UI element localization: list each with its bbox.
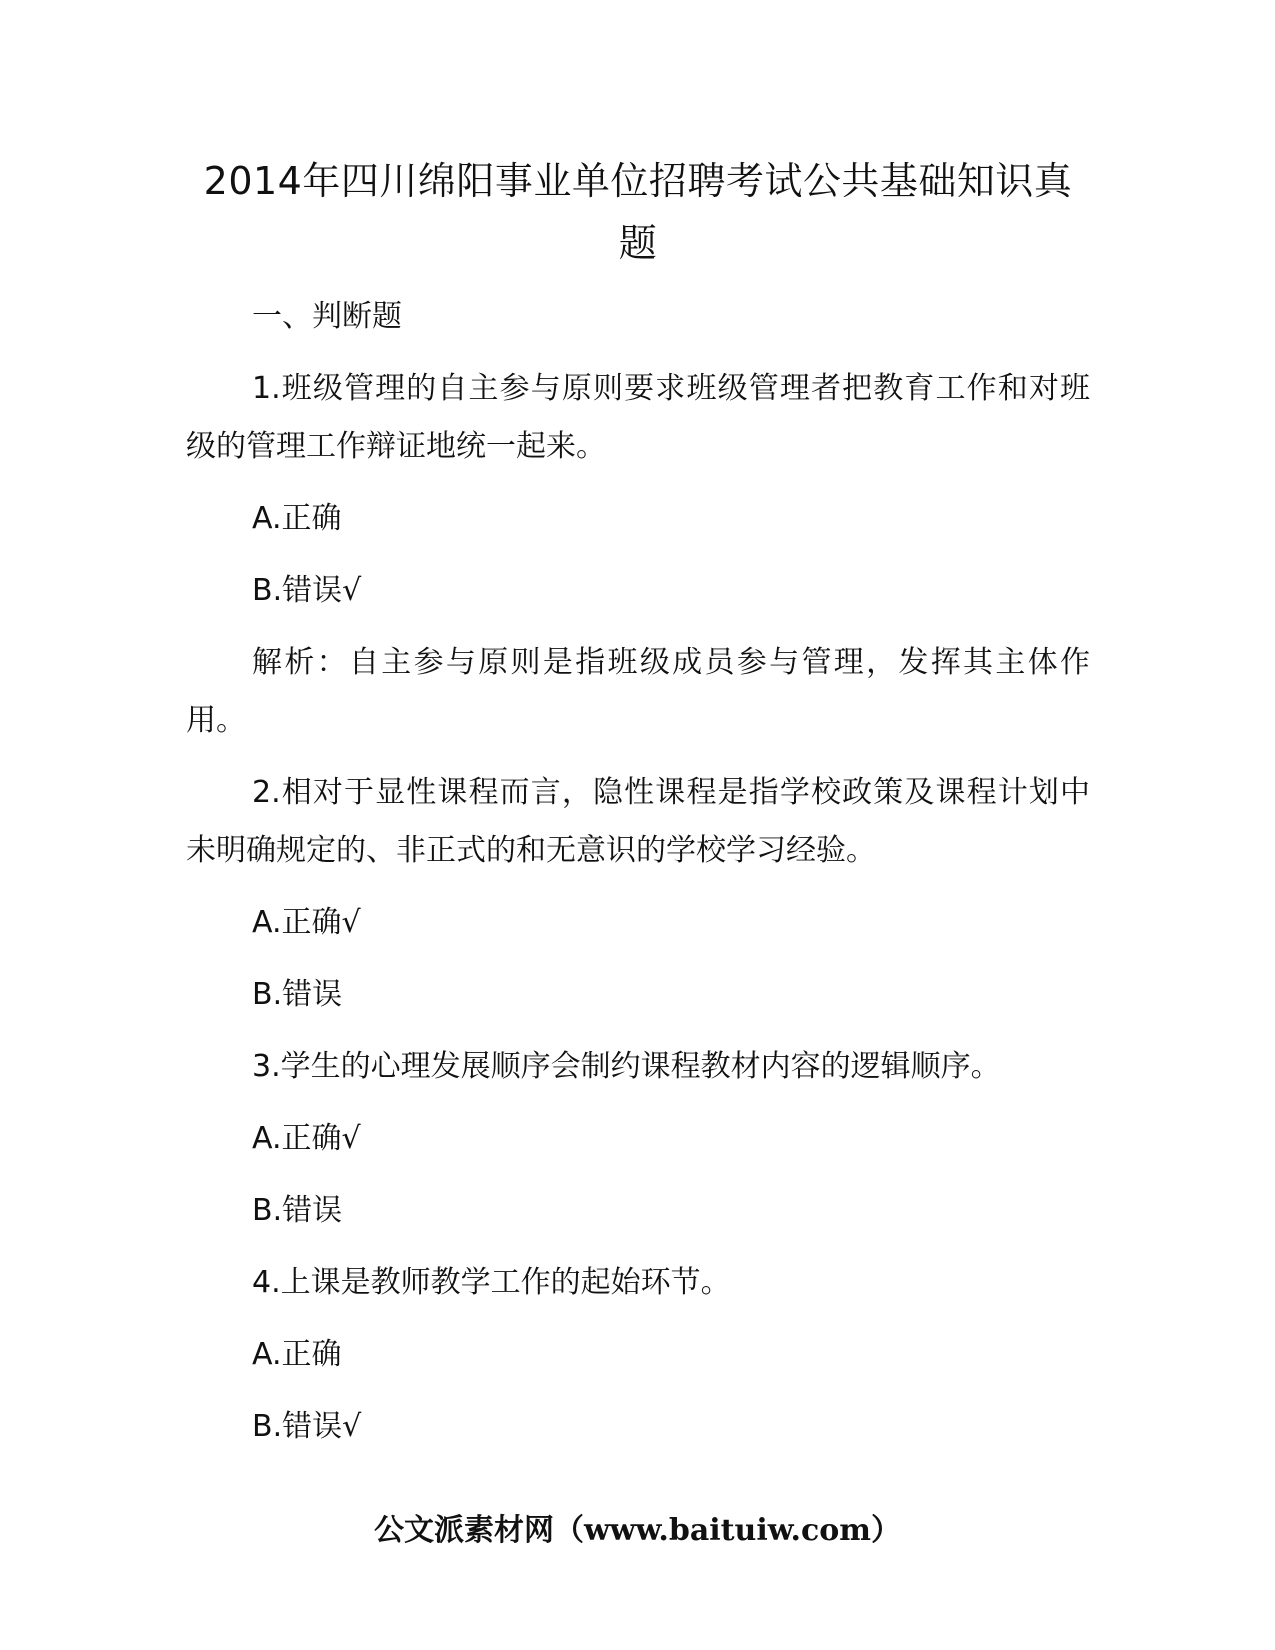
document-title: 2014年四川绵阳事业单位招聘考试公共基础知识真题 xyxy=(203,159,1073,265)
question-2: 2.相对于显性课程而言，隐性课程是指学校政策及课程计划中未明确规定的、非正式的和无意识的学校学习经验。 xyxy=(186,775,1090,868)
question-2-option-a: A.正确√ xyxy=(252,905,361,940)
question-4-option-a: A.正确 xyxy=(252,1337,342,1372)
document-page xyxy=(186,150,1090,1470)
page-footer: 公文派素材网（www.baituiw.com） xyxy=(373,1513,902,1548)
question-3-option-a: A.正确√ xyxy=(252,1121,361,1156)
question-3: 3.学生的心理发展顺序会制约课程教材内容的逻辑顺序。 xyxy=(252,1049,1001,1084)
question-4-option-b: B.错误√ xyxy=(252,1409,362,1444)
question-1-option-a: A.正确 xyxy=(252,501,342,536)
question-4: 4.上课是教师教学工作的起始环节。 xyxy=(252,1265,731,1300)
question-1-analysis: 解析：自主参与原则是指班级成员参与管理，发挥其主体作用。 xyxy=(186,645,1090,738)
section-heading: 一、判断题 xyxy=(252,299,402,334)
question-2-option-b: B.错误 xyxy=(252,977,343,1012)
question-1-option-b: B.错误√ xyxy=(252,573,362,608)
question-3-option-b: B.错误 xyxy=(252,1193,343,1228)
question-1: 1.班级管理的自主参与原则要求班级管理者把教育工作和对班级的管理工作辩证地统一起来。 xyxy=(186,371,1090,464)
